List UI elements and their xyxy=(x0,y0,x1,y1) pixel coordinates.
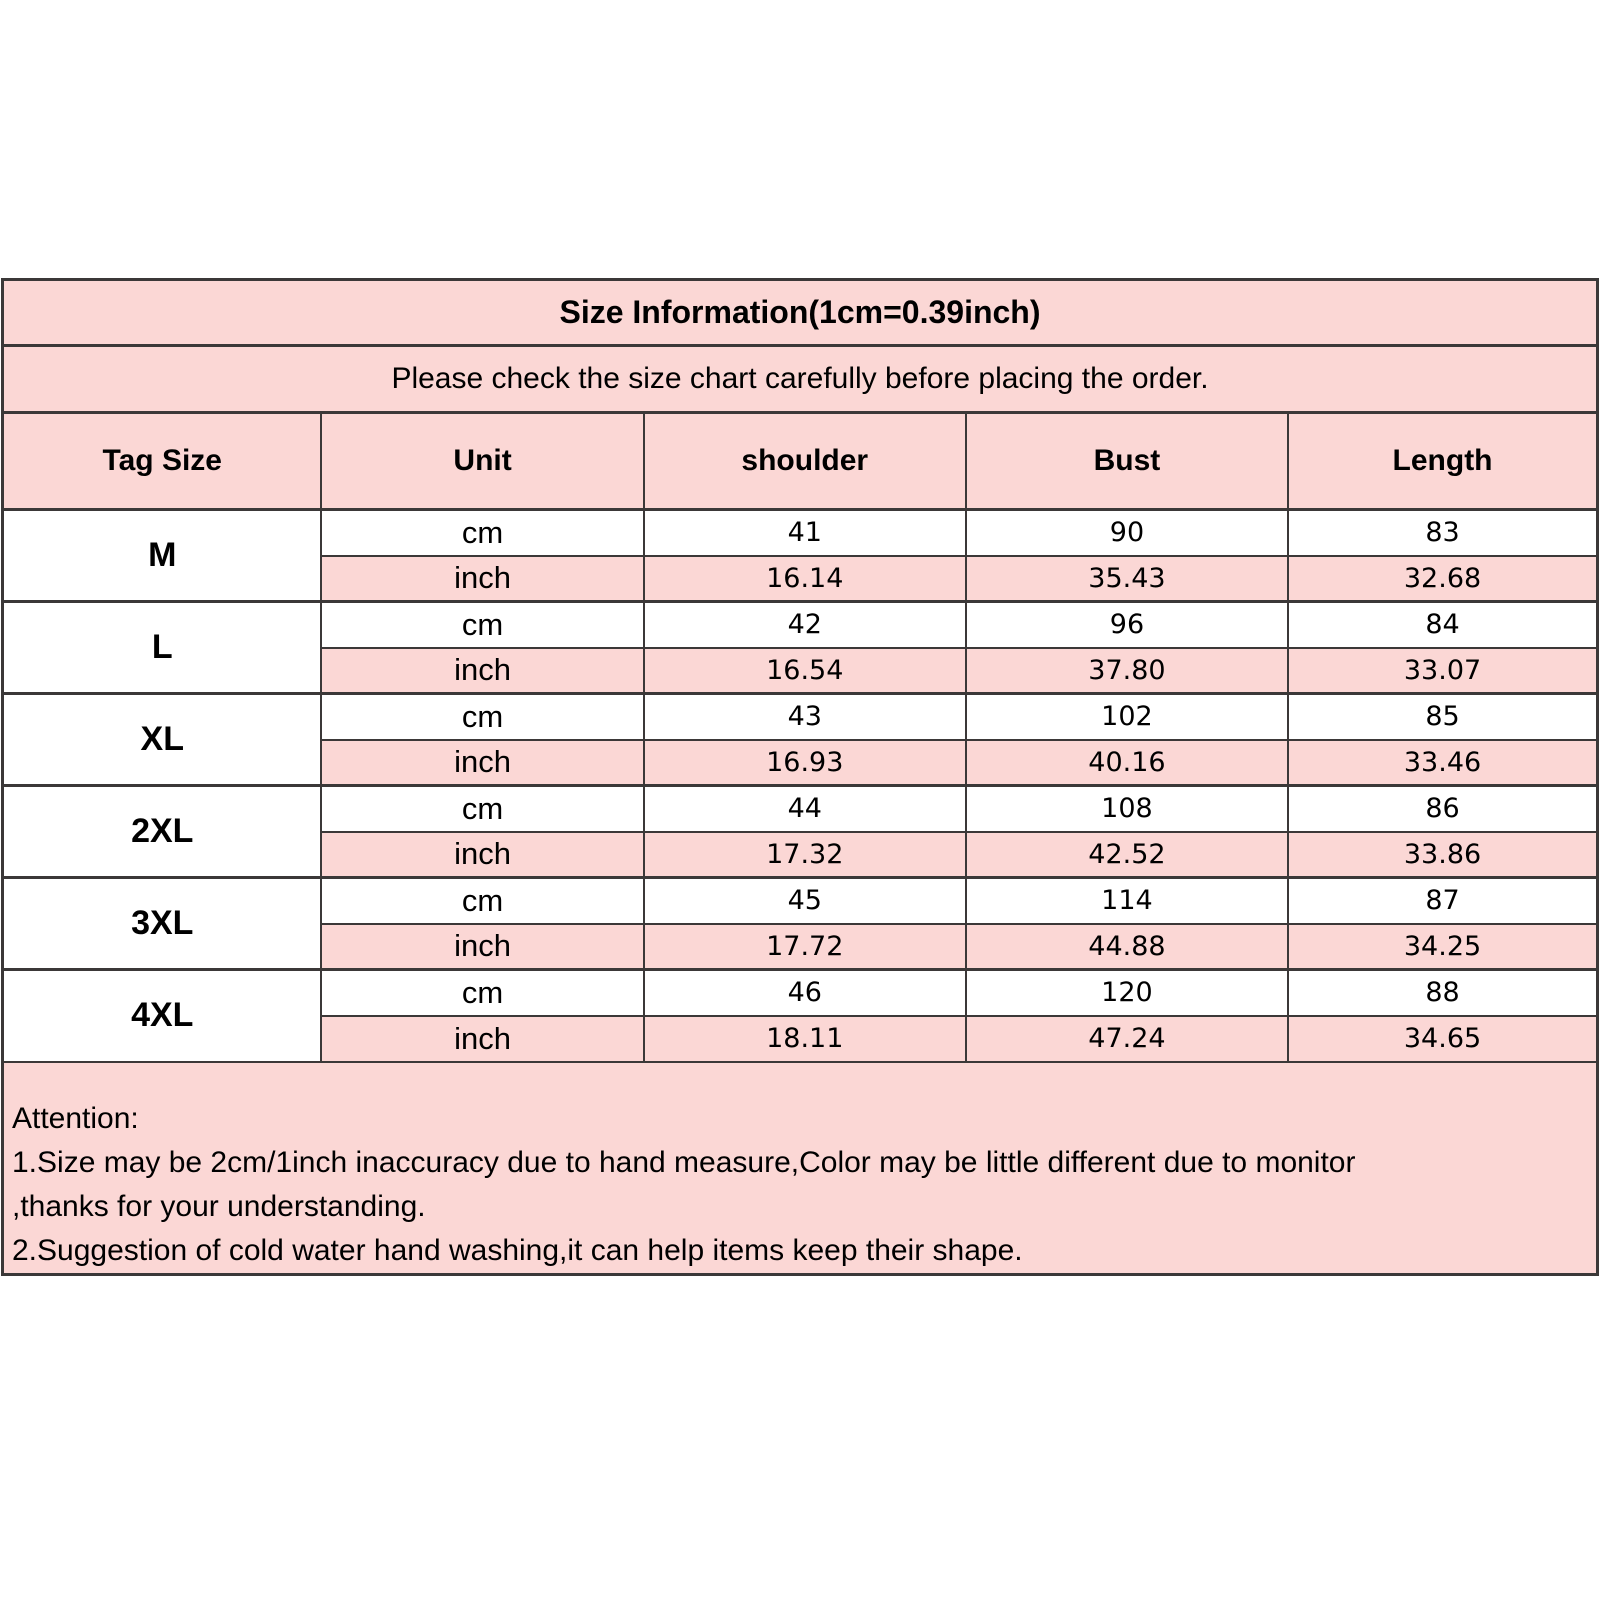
size-table xyxy=(1,278,1599,1276)
shoulder-value: 46 xyxy=(644,970,966,1016)
attention-line-3: 2.Suggestion of cold water hand washing,it can help items keep their shape. xyxy=(12,1233,1023,1267)
table-row xyxy=(3,970,1598,1016)
unit-label: inch xyxy=(321,740,643,786)
shoulder-value: 16.93 xyxy=(644,740,966,786)
unit-label: cm xyxy=(321,786,643,832)
table-title: Size Information(1cm=0.39inch) xyxy=(3,280,1598,346)
length-value: 87 xyxy=(1288,878,1597,924)
length-value: 34.65 xyxy=(1288,1016,1597,1062)
column-header-unit: Unit xyxy=(321,413,643,510)
column-header-shoulder: shoulder xyxy=(644,413,966,510)
bust-value: 96 xyxy=(966,602,1288,648)
tag-size-label: L xyxy=(3,602,322,694)
unit-label: cm xyxy=(321,970,643,1016)
length-value: 88 xyxy=(1288,970,1597,1016)
unit-label: cm xyxy=(321,694,643,740)
length-value: 86 xyxy=(1288,786,1597,832)
bust-value: 90 xyxy=(966,510,1288,556)
tag-size-label: 3XL xyxy=(3,878,322,970)
unit-label: inch xyxy=(321,832,643,878)
tag-size-label: M xyxy=(3,510,322,602)
shoulder-value: 45 xyxy=(644,878,966,924)
shoulder-value: 17.72 xyxy=(644,924,966,970)
table-row xyxy=(3,510,1598,556)
bust-value: 37.80 xyxy=(966,648,1288,694)
column-header-bust: Bust xyxy=(966,413,1288,510)
bust-value: 47.24 xyxy=(966,1016,1288,1062)
shoulder-value: 17.32 xyxy=(644,832,966,878)
table-row xyxy=(3,878,1598,924)
attention-heading: Attention: xyxy=(12,1101,139,1135)
shoulder-value: 43 xyxy=(644,694,966,740)
shoulder-value: 41 xyxy=(644,510,966,556)
shoulder-value: 44 xyxy=(644,786,966,832)
shoulder-value: 16.54 xyxy=(644,648,966,694)
bust-value: 44.88 xyxy=(966,924,1288,970)
length-value: 83 xyxy=(1288,510,1597,556)
unit-label: cm xyxy=(321,510,643,556)
table-row xyxy=(3,694,1598,740)
shoulder-value: 18.11 xyxy=(644,1016,966,1062)
attention-line-1: 1.Size may be 2cm/1inch inaccuracy due to hand measure,Color may be little different due to monitor xyxy=(12,1145,1356,1179)
bust-value: 35.43 xyxy=(966,556,1288,602)
column-header-tag-size: Tag Size xyxy=(3,413,322,510)
unit-label: inch xyxy=(321,556,643,602)
tag-size-label: XL xyxy=(3,694,322,786)
tag-size-label: 4XL xyxy=(3,970,322,1062)
table-row xyxy=(3,602,1598,648)
table-subtitle: Please check the size chart carefully before placing the order. xyxy=(3,346,1598,413)
length-value: 32.68 xyxy=(1288,556,1597,602)
unit-label: inch xyxy=(321,1016,643,1062)
length-value: 85 xyxy=(1288,694,1597,740)
attention-note xyxy=(3,1062,1598,1275)
shoulder-value: 16.14 xyxy=(644,556,966,602)
unit-label: cm xyxy=(321,878,643,924)
bust-value: 40.16 xyxy=(966,740,1288,786)
length-value: 34.25 xyxy=(1288,924,1597,970)
bust-value: 102 xyxy=(966,694,1288,740)
unit-label: inch xyxy=(321,924,643,970)
length-value: 84 xyxy=(1288,602,1597,648)
tag-size-label: 2XL xyxy=(3,786,322,878)
length-value: 33.86 xyxy=(1288,832,1597,878)
length-value: 33.46 xyxy=(1288,740,1597,786)
table-row xyxy=(3,786,1598,832)
attention-line-2: ,thanks for your understanding. xyxy=(12,1189,426,1223)
unit-label: cm xyxy=(321,602,643,648)
length-value: 33.07 xyxy=(1288,648,1597,694)
column-header-length: Length xyxy=(1288,413,1597,510)
bust-value: 114 xyxy=(966,878,1288,924)
bust-value: 108 xyxy=(966,786,1288,832)
bust-value: 42.52 xyxy=(966,832,1288,878)
unit-label: inch xyxy=(321,648,643,694)
bust-value: 120 xyxy=(966,970,1288,1016)
shoulder-value: 42 xyxy=(644,602,966,648)
